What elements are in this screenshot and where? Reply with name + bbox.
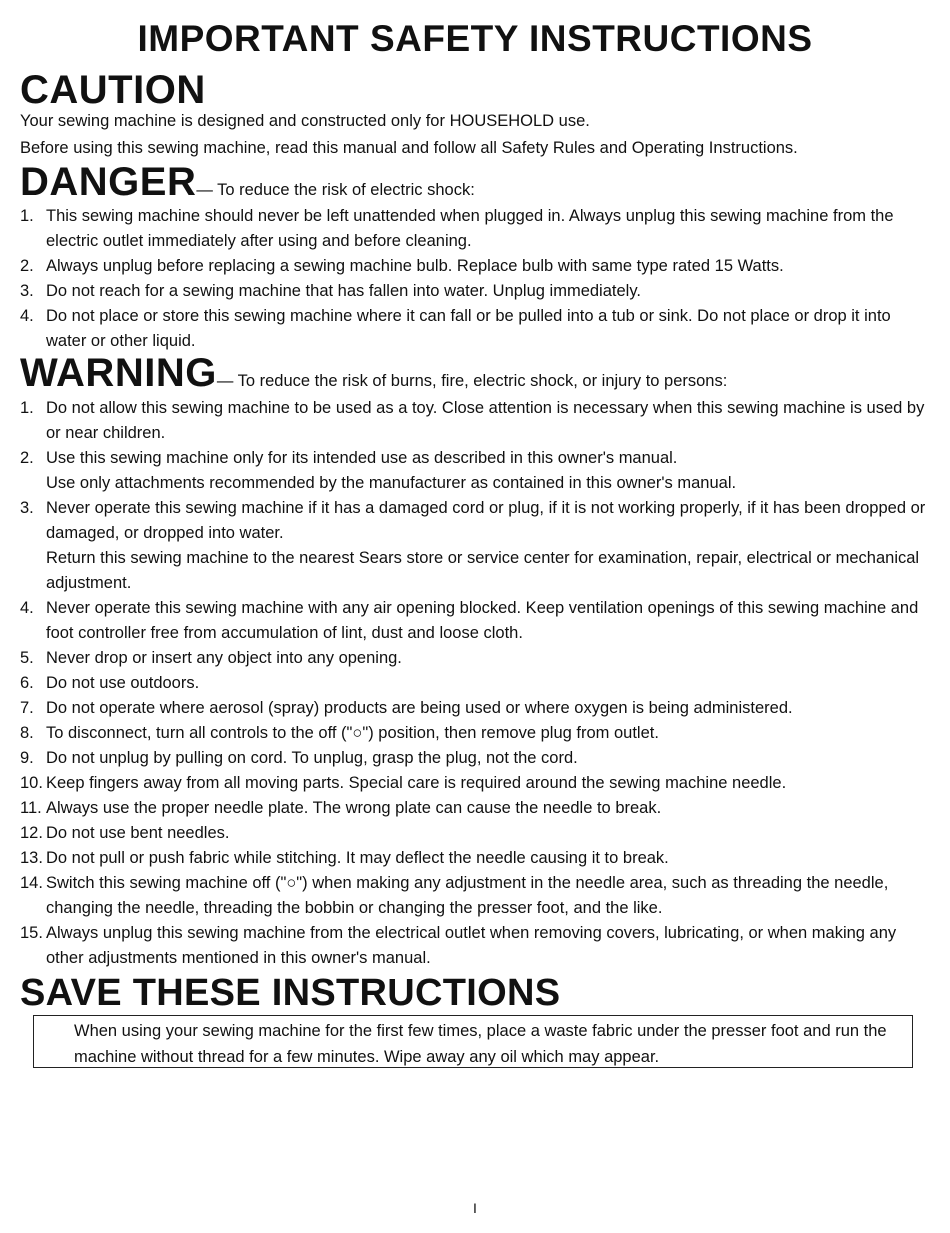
page-number: I <box>473 1200 477 1216</box>
danger-list <box>20 204 935 354</box>
item-text: Switch this sewing machine off ("○") when making any adjustment in the needle area, such as threading the needle, changing the needle, threading the bobbin or changing the presser foot, and the like. <box>46 874 889 917</box>
item-number: 12. <box>20 824 43 842</box>
item-number: 7. <box>20 699 34 717</box>
item-text: Never drop or insert any object into any opening. <box>46 649 402 667</box>
item-text: Always unplug before replacing a sewing machine bulb. Replace bulb with same type rated 15 Watts. <box>46 257 784 275</box>
warning-item-3 <box>20 496 935 596</box>
warning-item-7 <box>20 696 935 721</box>
item-text: Do not allow this sewing machine to be used as a toy. Close attention is necessary when this sewing machine is used by or near children. <box>46 399 925 442</box>
item-text: Do not operate where aerosol (spray) products are being used or where oxygen is being administered. <box>46 699 793 717</box>
item-number: 14. <box>20 874 43 892</box>
warning-list <box>20 396 935 971</box>
item-number: 4. <box>20 599 34 617</box>
warning-item-8 <box>20 721 935 746</box>
item-text: Do not pull or push fabric while stitching. It may deflect the needle causing it to break. <box>46 849 669 867</box>
item-text: Use this sewing machine only for its intended use as described in this owner's manual. <box>46 449 678 467</box>
danger-item-1 <box>20 204 935 254</box>
item-text: Keep fingers away from all moving parts. Special care is required around the sewing machine needle. <box>46 774 787 792</box>
item-number: 1. <box>20 399 34 417</box>
warning-item-9 <box>20 746 935 771</box>
danger-intro: — To reduce the risk of electric shock: <box>196 181 475 199</box>
warning-item-15 <box>20 921 935 971</box>
item-number: 10. <box>20 774 43 792</box>
warning-item-6 <box>20 671 935 696</box>
danger-item-2 <box>20 254 935 279</box>
item-number: 15. <box>20 924 43 942</box>
page-title: IMPORTANT SAFETY INSTRUCTIONS <box>137 18 813 59</box>
danger-item-3 <box>20 279 935 304</box>
warning-item-11 <box>20 796 935 821</box>
warning-item-5 <box>20 646 935 671</box>
item-number: 11. <box>20 799 42 817</box>
danger-heading <box>20 160 475 205</box>
item-number: 2. <box>20 257 34 275</box>
warning-heading <box>20 351 727 396</box>
item-number: 3. <box>20 282 34 300</box>
warning-item-4 <box>20 596 935 646</box>
item-text: Do not use bent needles. <box>46 824 230 842</box>
item-number: 1. <box>20 207 34 225</box>
item-text: Always use the proper needle plate. The wrong plate can cause the needle to break. <box>46 799 662 817</box>
item-text: This sewing machine should never be left unattended when plugged in. Always unplug this sewing machine from the electric outlet immediately after using and before cleaning. <box>46 207 894 250</box>
save-instructions-heading: SAVE THESE INSTRUCTIONS <box>20 972 561 1014</box>
warning-item-2 <box>20 446 935 496</box>
item-text: Do not place or store this sewing machine where it can fall or be pulled into a tub or sink. Do not place or drop it into water or other liquid. <box>46 307 891 350</box>
item-text: Do not unplug by pulling on cord. To unplug, grasp the plug, not the cord. <box>46 749 578 767</box>
item-number: 9. <box>20 749 34 767</box>
item-number: 4. <box>20 307 34 325</box>
caution-line-2: Before using this sewing machine, read this manual and follow all Safety Rules and Operating Instructions. <box>20 139 798 157</box>
warning-item-14 <box>20 871 935 921</box>
item-text: Never operate this sewing machine with any air opening blocked. Keep ventilation openings of this sewing machine and foot controller free from accumulation of lint, dust and loose cloth. <box>46 599 919 642</box>
warning-item-10 <box>20 771 935 796</box>
item-number: 3. <box>20 499 34 517</box>
danger-item-4 <box>20 304 935 354</box>
item-text: Do not reach for a sewing machine that has fallen into water. Unplug immediately. <box>46 282 641 300</box>
item-number: 8. <box>20 724 34 742</box>
item-number: 5. <box>20 649 34 667</box>
item-text: Do not use outdoors. <box>46 674 200 692</box>
item-extra-text: Use only attachments recommended by the manufacturer as contained in this owner's manual. <box>46 474 737 492</box>
first-use-note: When using your sewing machine for the first few times, place a waste fabric under the presser foot and run the machine without thread for a few minutes. Wipe away any oil which may appear. <box>33 1015 913 1068</box>
item-number: 2. <box>20 449 34 467</box>
danger-title: DANGER <box>20 160 197 204</box>
warning-title: WARNING <box>20 351 217 395</box>
caution-line-1: Your sewing machine is designed and constructed only for HOUSEHOLD use. <box>20 112 590 130</box>
item-number: 6. <box>20 674 34 692</box>
warning-item-12 <box>20 821 935 846</box>
warning-item-13 <box>20 846 935 871</box>
warning-item-1 <box>20 396 935 446</box>
item-text: Never operate this sewing machine if it has a damaged cord or plug, if it is not working properly, if it has been dropped or damaged, or dropped into water. <box>46 499 926 542</box>
warning-intro: — To reduce the risk of burns, fire, electric shock, or injury to persons: <box>216 372 728 390</box>
item-text: To disconnect, turn all controls to the off ("○") position, then remove plug from outlet. <box>46 724 659 742</box>
item-extra-text: Return this sewing machine to the nearest Sears store or service center for examination, repair, electrical or mechanical adjustment. <box>46 549 920 592</box>
caution-heading: CAUTION <box>20 68 206 112</box>
item-number: 13. <box>20 849 43 867</box>
item-text: Always unplug this sewing machine from the electrical outlet when removing covers, lubricating, or when making any other adjustments mentioned in this owner's manual. <box>46 924 897 967</box>
